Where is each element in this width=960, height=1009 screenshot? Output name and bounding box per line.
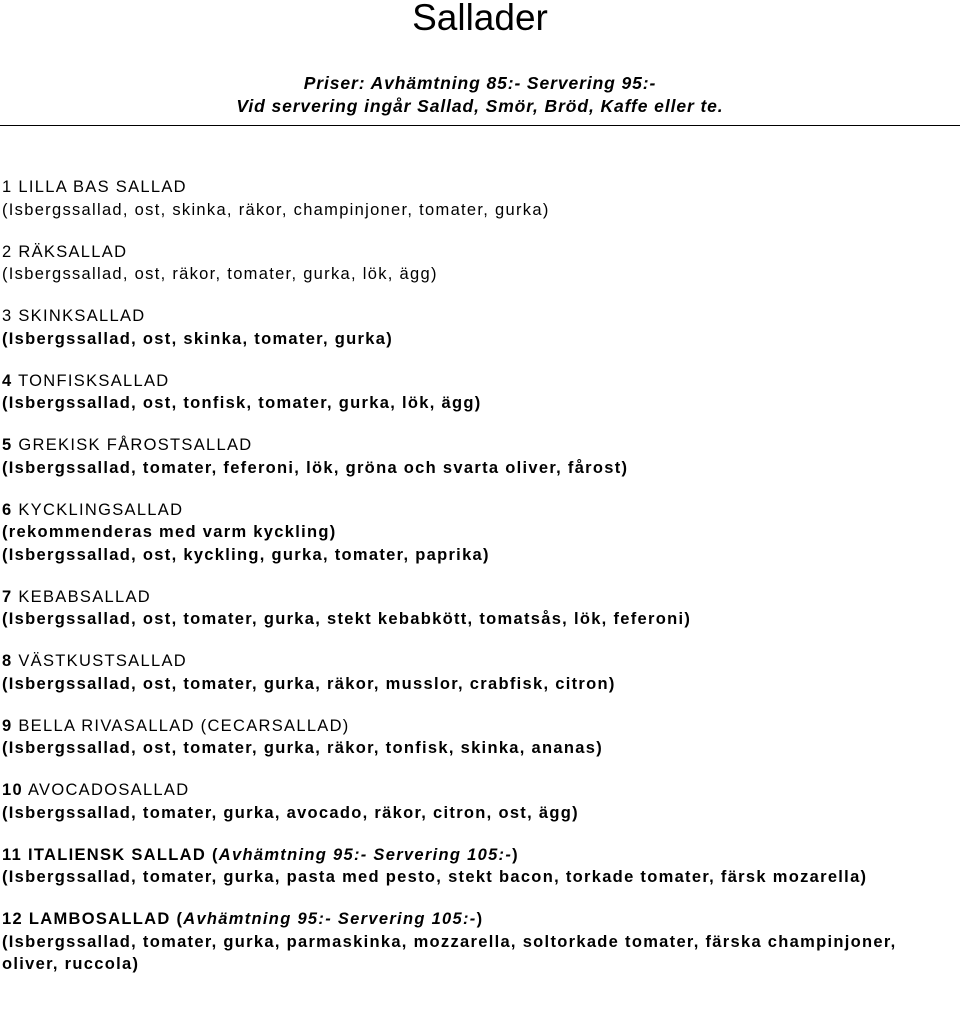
item-heading: 11 ITALIENSK SALLAD (Avhämtning 95:- Servering 105:-) [2,845,519,864]
item-number: 1 [2,178,13,196]
item-name: ITALIENSK SALLAD [27,845,207,864]
item-name: GREKISK FÅROSTSALLAD [18,436,253,454]
item-heading [2,779,952,802]
menu-item [2,305,952,350]
item-heading [2,586,952,609]
item-heading [2,305,952,328]
item-heading: 12 LAMBOSALLAD (Avhämtning 95:- Servering 105:-) [2,910,484,928]
menu-item [2,715,952,760]
item-heading [2,650,952,673]
item-name: KEBABSALLAD [18,587,151,606]
item-number: 11 [2,845,23,864]
menu-item [2,844,952,889]
item-ingredients: (Isbergssallad, ost, räkor, tomater, gurka, lök, ägg) [2,265,438,283]
price-info [0,72,960,118]
divider [0,125,960,126]
item-ingredients: (Isbergssallad, tomater, gurka, pasta med pesto, stekt bacon, torkade tomater, färsk mozarella) [2,868,868,886]
item-number: 2 [2,242,13,261]
item-ingredients: (Isbergssallad, ost, skinka, räkor, champinjoner, tomater, gurka) [2,200,550,219]
item-name: AVOCADOSALLAD [27,781,190,799]
item-name: SKINKSALLAD [18,307,146,325]
menu-item [2,586,952,631]
item-ingredients: (Isbergssallad, ost, tomater, gurka, räkor, tonfisk, skinka, ananas) [2,739,604,757]
item-ingredients: (Isbergssallad, ost, tomater, gurka, stekt kebabkött, tomatsås, lök, feferoni) [2,610,692,628]
item-name: BELLA RIVASALLAD (CECARSALLAD) [18,716,350,735]
item-heading [2,434,952,457]
item-name: RÄKSALLAD [18,242,128,261]
item-extra-price: Avhämtning 95:- Servering 105:- [183,910,477,928]
item-number: 4 [2,371,13,390]
item-heading [2,499,952,522]
item-ingredients: (Isbergssallad, tomater, feferoni, lök, gröna och svarta oliver, fårost) [2,458,629,477]
item-ingredients: (Isbergssallad, ost, kyckling, gurka, tomater, paprika) [2,545,490,564]
item-name: TONFISKSALLAD [18,371,170,390]
item-ingredients: (Isbergssallad, tomater, gurka, avocado, räkor, citron, ost, ägg) [2,803,579,822]
item-number: 5 [2,436,13,454]
menu-item [2,370,952,415]
item-name: LAMBOSALLAD [28,910,171,928]
price-line: Priser: Avhämtning 85:- Servering 95:- [303,73,657,93]
item-heading [2,715,952,738]
item-name: KYCKLINGSALLAD [18,500,184,519]
item-number: 6 [2,500,13,519]
item-ingredients: (Isbergssallad, ost, tomater, gurka, räkor, musslor, crabfisk, citron) [2,674,616,693]
item-heading [2,241,952,264]
item-name: VÄSTKUSTSALLAD [18,652,187,670]
salad-menu [2,176,952,995]
menu-item [2,499,952,567]
item-number: 10 [2,781,23,799]
item-heading [2,176,952,199]
item-name: LILLA BAS SALLAD [18,178,187,196]
item-number: 9 [2,716,13,735]
menu-item [2,650,952,695]
item-ingredients: (Isbergssallad, tomater, gurka, parmaskinka, mozzarella, soltorkade tomater, färska champinjoner, oliver, ruccola) [2,932,897,973]
item-note: (rekommenderas med varm kyckling) [2,523,337,541]
item-number: 8 [2,652,13,670]
menu-item [2,908,952,976]
serving-info-line: Vid servering ingår Sallad, Smör, Bröd, Kaffe eller te. [236,96,724,116]
item-number: 3 [2,307,13,325]
menu-item [2,176,952,221]
menu-item [2,434,952,479]
item-number: 12 [2,910,23,928]
item-number: 7 [2,587,13,606]
page-title: Sallader [412,0,548,38]
item-heading [2,370,952,393]
item-ingredients: (Isbergssallad, ost, skinka, tomater, gurka) [2,329,393,348]
menu-item [2,779,952,824]
menu-item [2,241,952,286]
item-ingredients: (Isbergssallad, ost, tonfisk, tomater, gurka, lök, ägg) [2,394,482,412]
item-extra-price: Avhämtning 95:- Servering 105:- [218,845,513,864]
